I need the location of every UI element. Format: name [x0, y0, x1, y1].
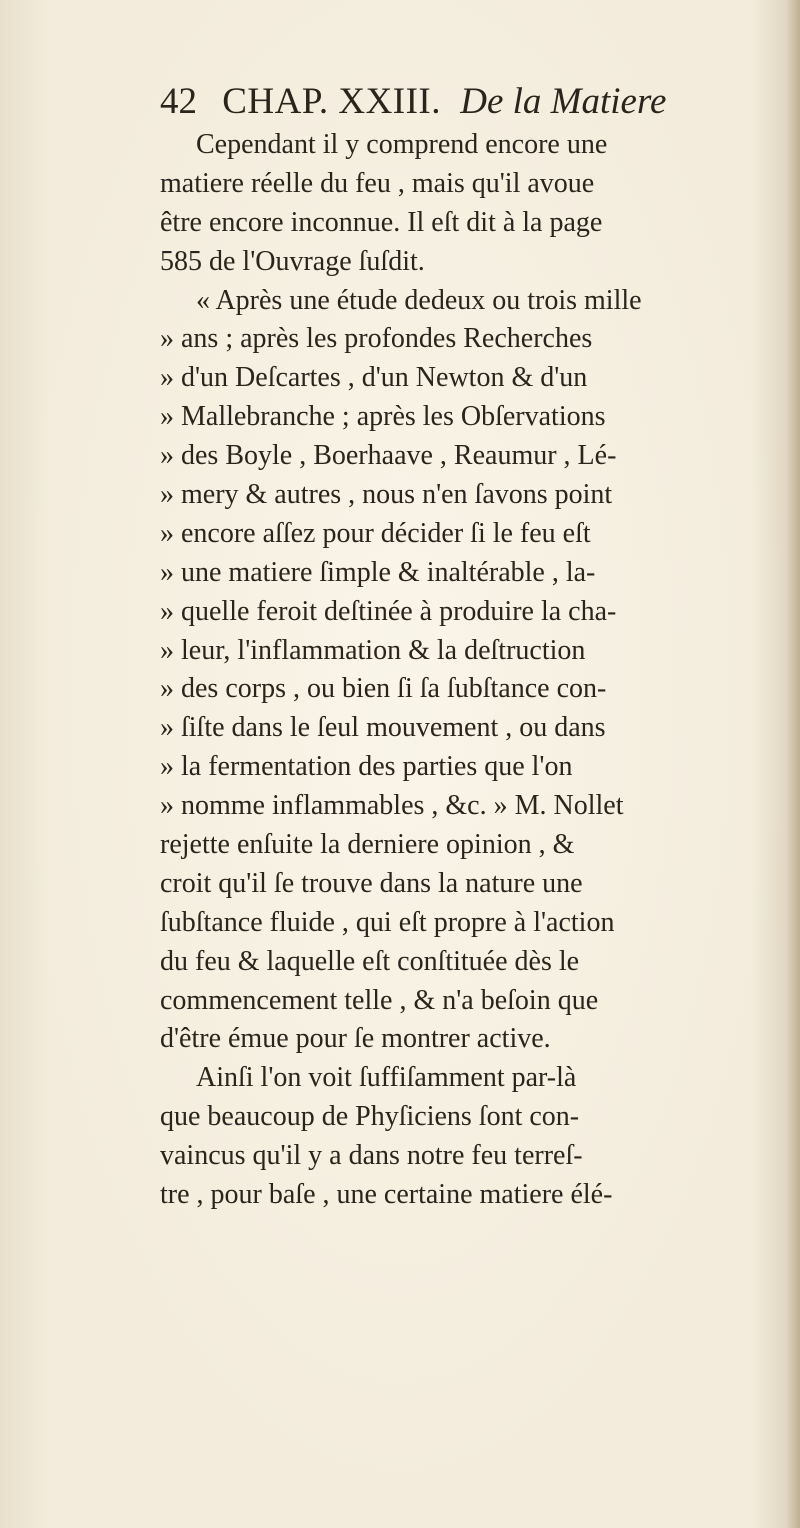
- page-header: [160, 78, 720, 126]
- text-line: vaincus qu'il y a dans notre feu terreſ-: [160, 1140, 583, 1172]
- text-line: » leur, l'inflammation & la deſtruction: [160, 634, 586, 666]
- text-line: ſubſtance fluide , qui eſt propre à l'action: [160, 906, 615, 938]
- text-line: » d'un Deſcartes , d'un Newton & d'un: [160, 362, 588, 394]
- text-line: » quelle feroit deſtinée à produire la cha-: [160, 595, 617, 627]
- text-line: Cependant il y comprend encore une: [196, 129, 608, 160]
- chapter-heading: CHAP. XXIII.: [222, 81, 441, 122]
- text-line: Ainſi l'on voit ſuffiſamment par-là: [196, 1062, 577, 1094]
- text-line: » Mallebranche ; après les Obſervations: [160, 401, 606, 433]
- text-line: être encore inconnue. Il eſt dit à la page: [160, 206, 603, 238]
- text-line: » encore aſſez pour décider ſi le feu eſt: [160, 517, 591, 549]
- running-title: De la Matiere: [460, 81, 667, 122]
- text-line: » ans ; après les profondes Recherches: [160, 323, 593, 355]
- text-line: « Après une étude dedeux ou trois mille: [196, 284, 642, 316]
- text-line: commencement telle , & n'a beſoin que: [160, 984, 599, 1016]
- text-line: » des Boyle , Boerhaave , Reaumur , Lé-: [160, 440, 617, 472]
- text-line: que beaucoup de Phyſiciens ſont con-: [160, 1101, 580, 1133]
- text-line: d'être émue pour ſe montrer active.: [160, 1023, 551, 1055]
- text-line: rejette enſuite la derniere opinion , &: [160, 829, 575, 861]
- body-text: [160, 126, 790, 1215]
- text-line: tre , pour baſe , une certaine matiere élé-: [160, 1179, 613, 1211]
- text-line: croit qu'il ſe trouve dans la nature une: [160, 867, 583, 899]
- text-line: matiere réelle du feu , mais qu'il avoue: [160, 167, 595, 199]
- text-line: » nomme inflammables , &c. » M. Nollet: [160, 790, 624, 822]
- text-line: » ſiſte dans le ſeul mouvement , ou dans: [160, 712, 606, 744]
- text-line: » des corps , ou bien ſi ſa ſubſtance con-: [160, 673, 607, 705]
- text-line: » une matiere ſimple & inaltérable , la-: [160, 556, 596, 588]
- text-line: » mery & autres , nous n'en ſavons point: [160, 479, 613, 511]
- page-number: 42: [160, 81, 197, 122]
- text-line: du feu & laquelle eſt conſtituée dès le: [160, 945, 580, 977]
- text-line: 585 de l'Ouvrage ſuſdit.: [160, 245, 425, 277]
- text-line: » la fermentation des parties que l'on: [160, 751, 573, 783]
